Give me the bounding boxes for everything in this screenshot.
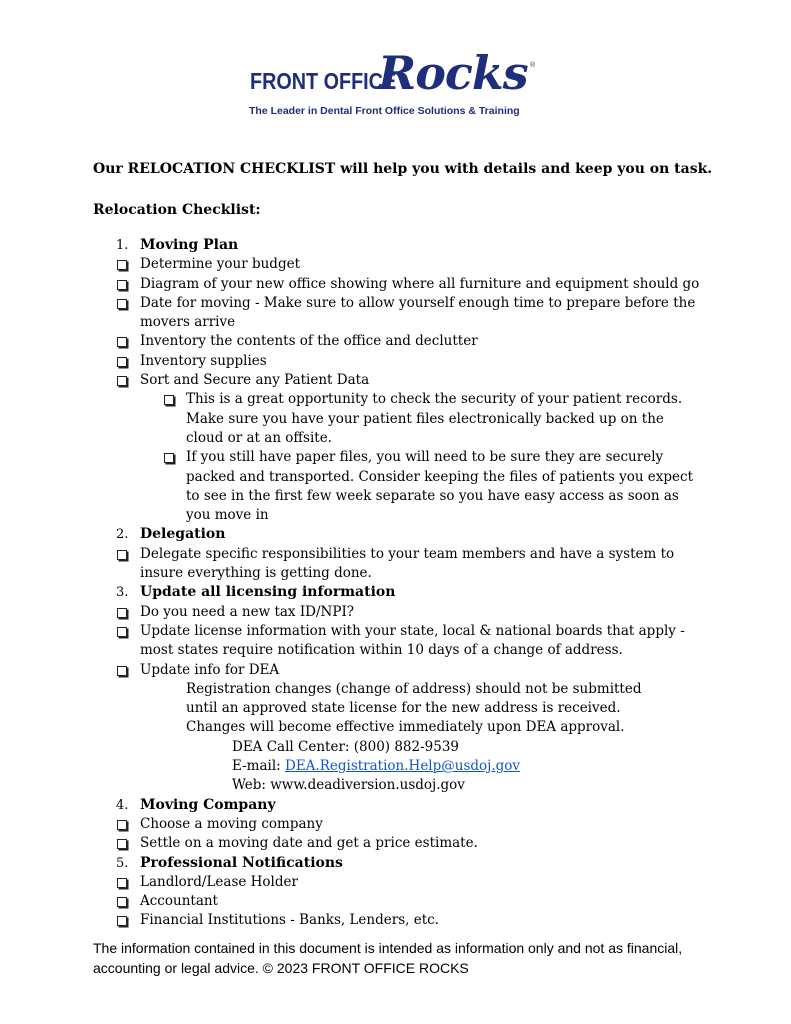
checklist-item-text: Inventory the contents of the office and declutter [140, 333, 478, 350]
checklist-subitem-text: If you still have paper files, you will need to be sure they are securely packed and transported. Consider keeping the files of patients you expect to see in the first few week separate so you have easy access as soon as you move in [186, 449, 694, 524]
checkbox-icon [117, 376, 127, 386]
checklist-item [0, 275, 791, 294]
checklist-item [0, 255, 791, 274]
checklist-item [0, 603, 791, 622]
checkbox-icon [117, 820, 127, 830]
section-number: 4. [116, 797, 129, 813]
section-heading-delegation [0, 525, 791, 544]
section-heading-licensing [0, 583, 791, 602]
checklist-item [0, 294, 791, 333]
checkbox-icon [117, 337, 127, 347]
section-number: 5. [116, 855, 129, 871]
checkbox-icon [117, 550, 127, 560]
checklist-item-text: Settle on a moving date and get a price estimate. [140, 835, 478, 852]
intro-text: Our RELOCATION CHECKLIST will help you with details and keep you on task. [93, 161, 713, 177]
section-title: Moving Plan [140, 237, 239, 253]
section-heading-moving-company [0, 796, 791, 815]
checklist-item [0, 873, 791, 892]
checklist-item [0, 545, 791, 584]
section-heading-moving-plan [0, 236, 791, 255]
registered-mark: ® [530, 62, 536, 69]
section-title: Moving Company [140, 796, 276, 813]
checklist-item [0, 892, 791, 911]
company-logo [248, 46, 548, 118]
checklist-item [0, 815, 791, 834]
checklist-item [0, 371, 791, 390]
logo-front-office-text: FRONT OFFICE [250, 68, 397, 94]
logo-rocks-text: Rocks [378, 46, 528, 100]
checklist-item-text: Update info for DEA [140, 661, 280, 678]
checklist-subitem-text: This is a great opportunity to check the security of your patient records. Make sure you have your patient files electronically backed up on the cloud or at an offsite. [186, 391, 683, 446]
checkbox-icon [117, 878, 127, 888]
checkbox-icon [117, 839, 127, 849]
checklist [0, 236, 791, 931]
checklist-item-text: Choose a moving company [140, 815, 323, 832]
checklist-item-text: Landlord/Lease Holder [140, 873, 298, 890]
dea-email-link[interactable]: DEA.Registration.Help@usdoj.gov [285, 758, 521, 775]
checklist-item [0, 622, 791, 661]
dea-web: Web: www.deadiversion.usdoj.gov [232, 777, 465, 794]
checklist-item-text: Delegate specific responsibilities to your team members and have a system to insure everything is getting done. [140, 545, 675, 582]
checklist-item-text: Inventory supplies [140, 352, 267, 369]
section-title: Professional Notifications [140, 854, 343, 871]
section-number: 1. [116, 238, 129, 253]
checkbox-icon [117, 299, 127, 309]
section-title: Delegation [140, 526, 226, 543]
checkbox-icon [117, 357, 127, 367]
checklist-subitem [0, 448, 791, 525]
section-number: 3. [116, 585, 129, 601]
checklist-item [0, 332, 791, 351]
checklist-subitem [0, 390, 791, 448]
checkbox-icon [117, 280, 127, 290]
section-number: 2. [116, 527, 129, 543]
checkbox-icon [117, 627, 127, 637]
section-title: Update all licensing information [140, 584, 396, 601]
checklist-item-text: Update license information with your state, local & national boards that apply - most states require notification within 10 days of a change of address. [140, 622, 685, 659]
checklist-item-text: Financial Institutions - Banks, Lenders, etc. [140, 912, 439, 929]
checklist-item [0, 352, 791, 371]
dea-call-center: DEA Call Center: (800) 882-9539 [232, 738, 460, 755]
checklist-item-text: Accountant [140, 893, 218, 910]
checklist-item-text: Sort and Secure any Patient Data [140, 372, 370, 389]
checklist-item [0, 834, 791, 853]
checkbox-icon [117, 608, 127, 618]
disclaimer-footer: The information contained in this document is intended as information only and not as financial, accounting or legal advice. © 2023 FRONT OFFICE ROCKS [93, 940, 683, 976]
dea-paragraph: Registration changes (change of address) should not be submitted until an approved state license for the new address is received. Changes will become effective immediately upon DEA approval. [186, 680, 642, 736]
checklist-heading: Relocation Checklist: [93, 202, 261, 218]
dea-email-label: E-mail: [232, 758, 285, 775]
checklist-item [0, 661, 791, 680]
checkbox-icon [117, 666, 127, 676]
logo-tagline: The Leader in Dental Front Office Solutions & Training [249, 105, 520, 117]
checkbox-icon [117, 897, 127, 907]
checklist-item-text: Determine your budget [140, 256, 301, 273]
section-heading-professional-notifications [0, 854, 791, 873]
checkbox-icon [164, 453, 174, 463]
checklist-item [0, 911, 791, 930]
checkbox-icon [117, 916, 127, 926]
checklist-item-text: Do you need a new tax ID/NPI? [140, 603, 355, 620]
dea-email-line [0, 757, 791, 776]
checklist-item-text: Diagram of your new office showing where all furniture and equipment should go [140, 275, 700, 292]
checkbox-icon [164, 395, 174, 405]
checklist-item-text: Date for moving - Make sure to allow yourself enough time to prepare before the movers arrive [140, 294, 696, 331]
checkbox-icon [117, 260, 127, 270]
